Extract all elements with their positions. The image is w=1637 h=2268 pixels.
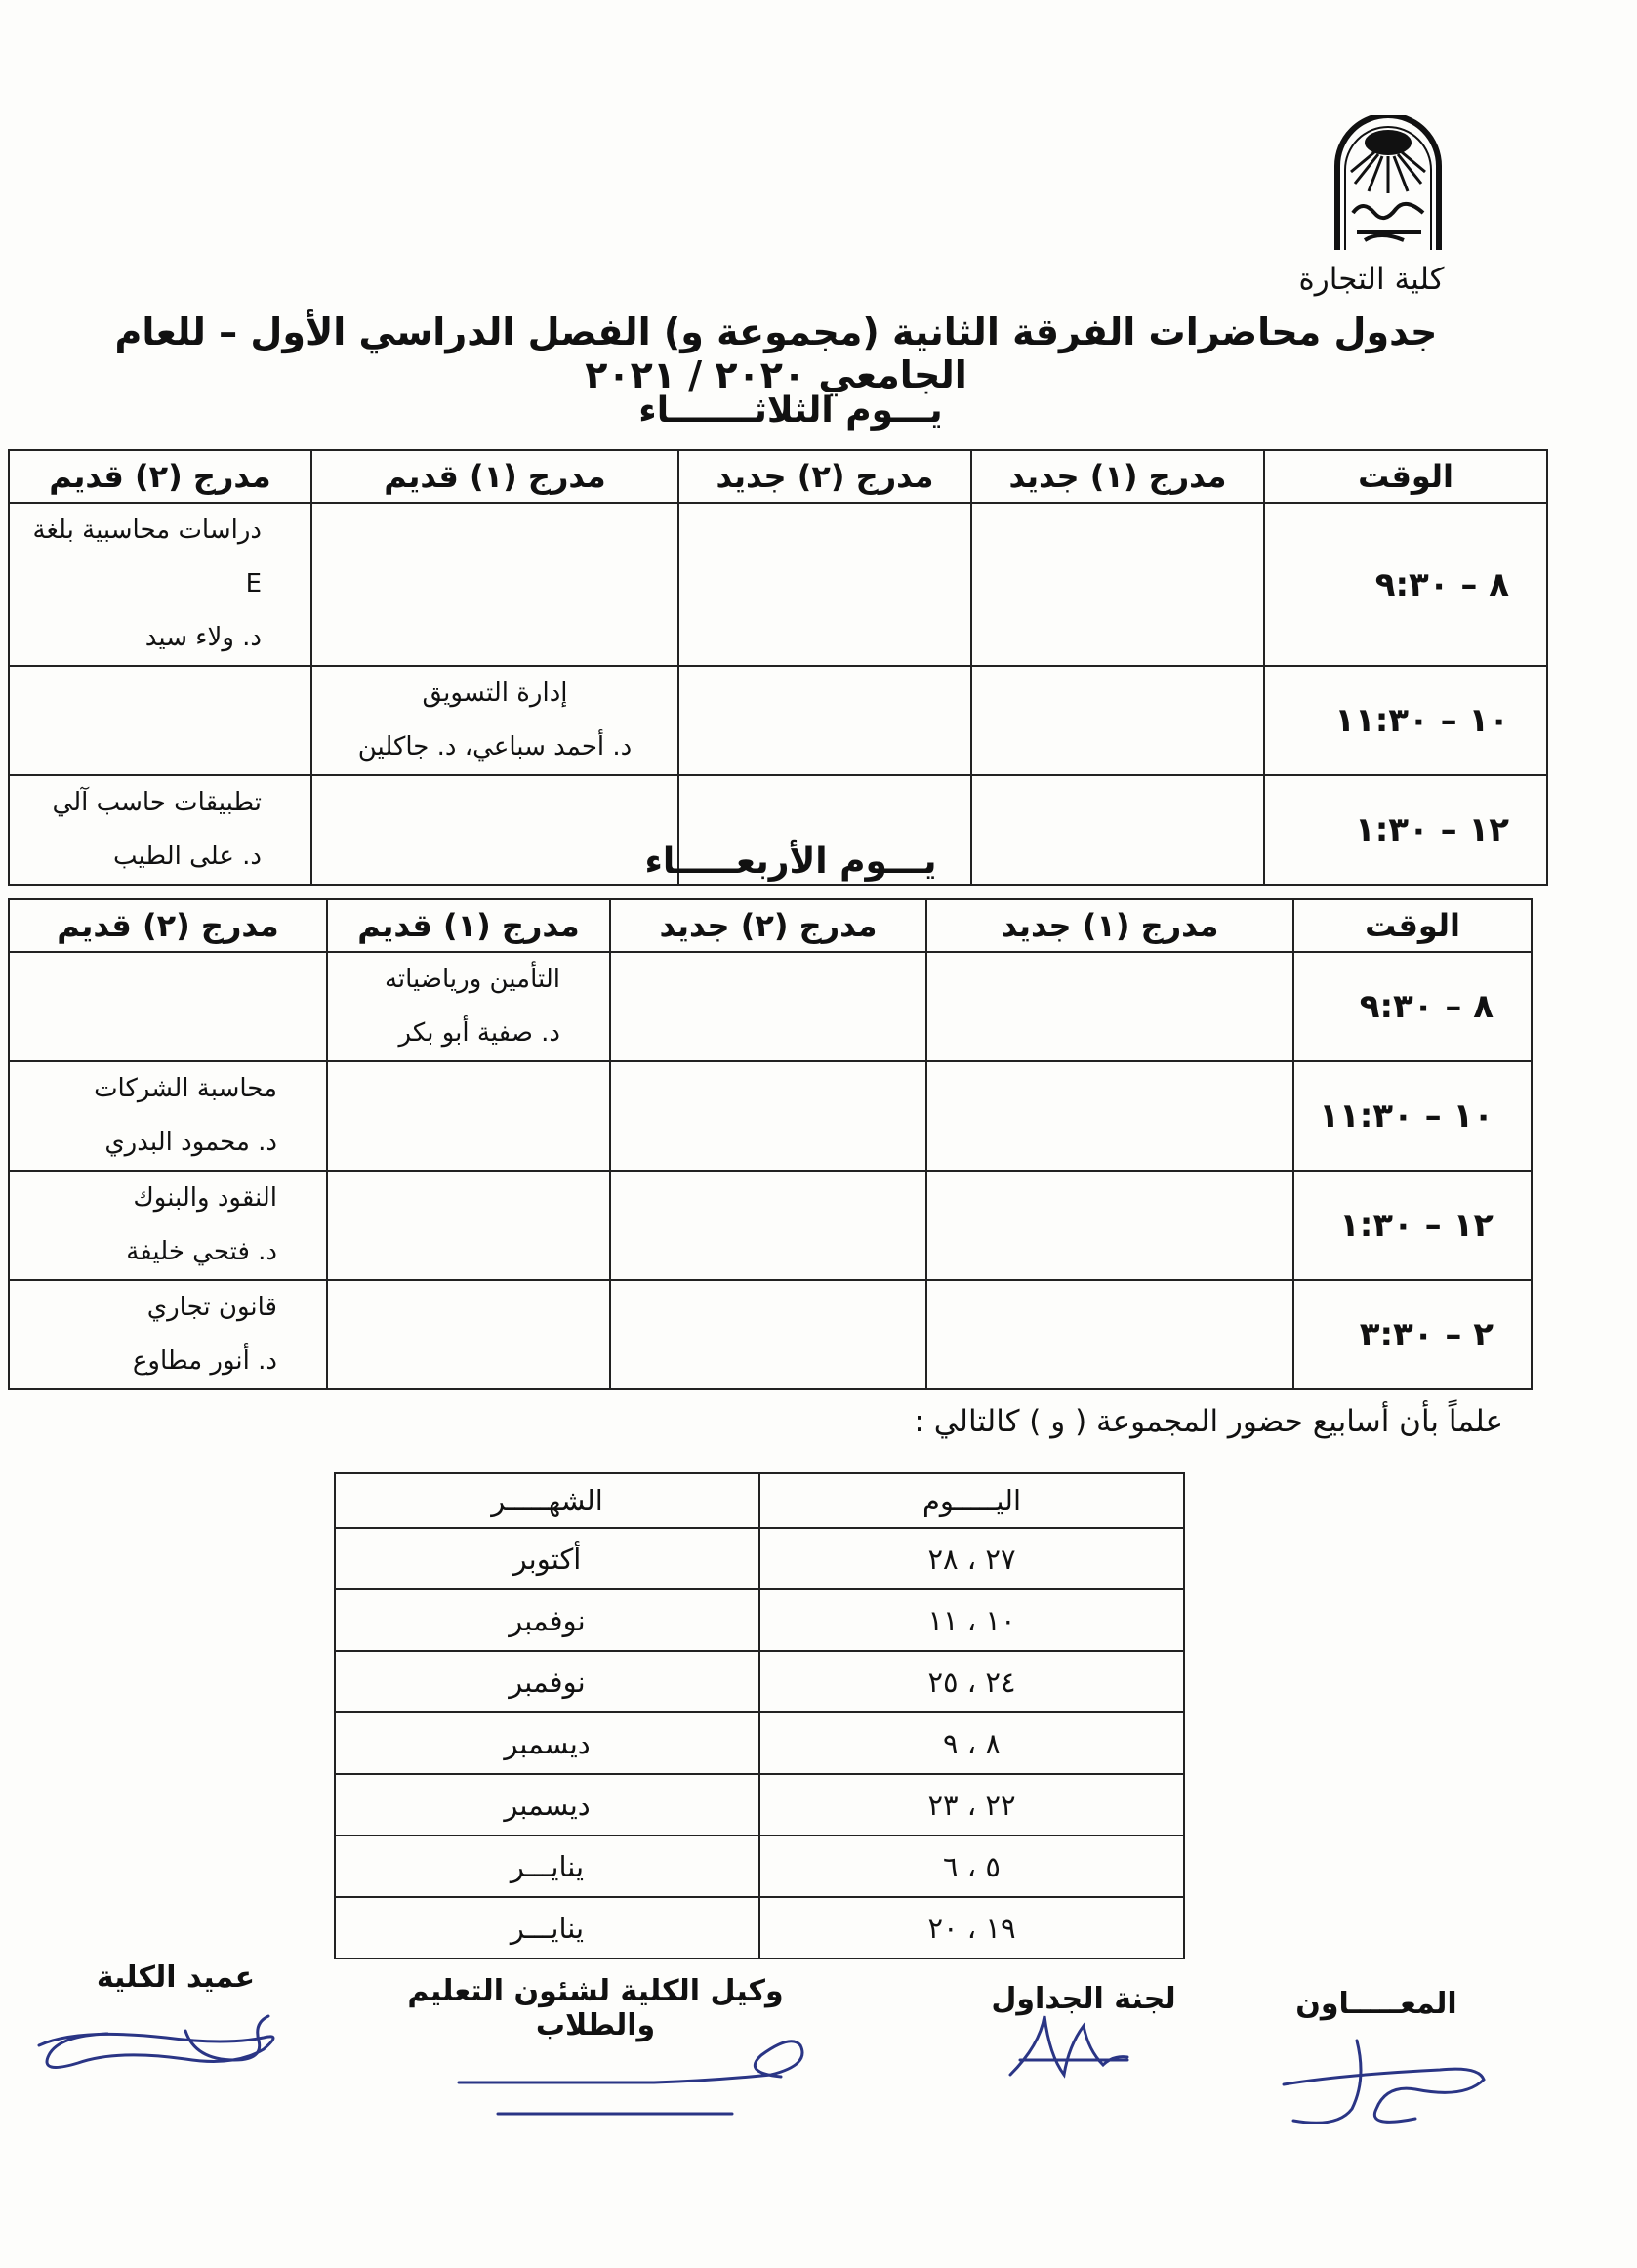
day-cell: ١٠ ، ١١ [759,1589,1184,1651]
col-old2-header: مدرج (٢) قديم [9,899,327,952]
day-cell: ١٩ ، ٢٠ [759,1897,1184,1959]
col-new1-header: مدرج (١) جديد [971,450,1264,503]
lecturer-name: د. أحمد سباعي، د. جاكلين [357,732,633,762]
col-time-header: الوقت [1264,450,1547,503]
day-cell: ٨ ، ٩ [759,1712,1184,1774]
col-old2-header: مدرج (٢) قديم [9,450,311,503]
col-old1-header: مدرج (١) قديم [327,899,610,952]
time-slot: ٨ – ٩:٣٠ [1264,503,1547,666]
time-slot: ١٢ – ١:٣٠ [1293,1171,1532,1280]
course-name: إدارة التسويق [422,679,568,708]
month-cell: ينايـــر [335,1897,759,1959]
lecturer-name: د. فتحي خليفة [126,1237,277,1266]
day-cell: ٢٧ ، ٢٨ [759,1528,1184,1589]
time-slot: ١٠ – ١١:٣٠ [1264,666,1547,775]
lecturer-name: د. على الطيب [112,842,262,871]
lecturer-name: د. صفية أبو بكر [398,1018,560,1048]
course-name: دراسات محاسبية بلغة E [32,515,262,598]
month-cell: أكتوبر [335,1528,759,1589]
course-name: التأمين ورياضياته [384,965,560,994]
signature-label-committee: لجنة الجداول [991,1982,1176,2016]
lecturer-name: د. ولاء سيد [144,623,262,652]
signature-vice-dean-icon [459,2041,802,2114]
signature-dean-icon [39,2016,273,2068]
lecturer-name: د. محمود البدري [104,1128,277,1157]
month-cell: ينايـــر [335,1835,759,1897]
time-slot: ١٢ – ١:٣٠ [1264,775,1547,885]
month-cell: نوفمبر [335,1651,759,1712]
faculty-name: كلية التجارة [1298,262,1445,297]
col-old1-header: مدرج (١) قديم [311,450,678,503]
course-name: محاسبة الشركات [94,1074,277,1103]
course-name: قانون تجاري [146,1293,277,1322]
col-time-header: الوقت [1293,899,1532,952]
month-cell: ديسمبر [335,1774,759,1835]
col-new2-header: مدرج (٢) جديد [610,899,926,952]
page-title: جدول محاضرات الفرقة الثانية (مجموعة و) الفصل الدراسي الأول – للعام الجامعي ٢٠٢٠ / ٢٠٢١ [114,310,1438,396]
col-new2-header: مدرج (٢) جديد [678,450,971,503]
day-cell: ٢٢ ، ٢٣ [759,1774,1184,1835]
signature-label-assistant: المعـــــاون [1295,1987,1457,2021]
day-cell: ٢٤ ، ٢٥ [759,1651,1184,1712]
signature-committee-icon [1010,2016,1127,2075]
month-cell: نوفمبر [335,1589,759,1651]
attendance-note: علماً بأن أسابيع حضور المجموعة ( و ) كالتالي : [914,1404,1503,1439]
time-slot: ١٠ – ١١:٣٠ [1293,1061,1532,1171]
day-cell: ٥ ، ٦ [759,1835,1184,1897]
logo-text: جامعة أسيوط [1382,230,1388,231]
course-name: تطبيقات حاسب آلي [52,788,262,817]
course-name: النقود والبنوك [133,1183,277,1213]
col-new1-header: مدرج (١) جديد [926,899,1293,952]
signature-label-dean: عميد الكلية [96,1960,256,1995]
signature-label-vice-dean: وكيل الكلية لشئون التعليم والطلاب [407,1974,784,2042]
signature-assistant-icon [1284,2041,1484,2123]
month-cell: ديسمبر [335,1712,759,1774]
time-slot: ٨ – ٩:٣٠ [1293,952,1532,1061]
col-month-header: الشهـــــر [335,1473,759,1528]
tuesday-title: يـــوم الثلاثـــــــاء [638,391,943,431]
wednesday-title: يـــوم الأربعـــــاء [644,842,937,882]
col-day-header: اليـــــوم [759,1473,1184,1528]
time-slot: ٢ – ٣:٣٠ [1293,1280,1532,1389]
lecturer-name: د. أنور مطاوع [132,1346,277,1376]
